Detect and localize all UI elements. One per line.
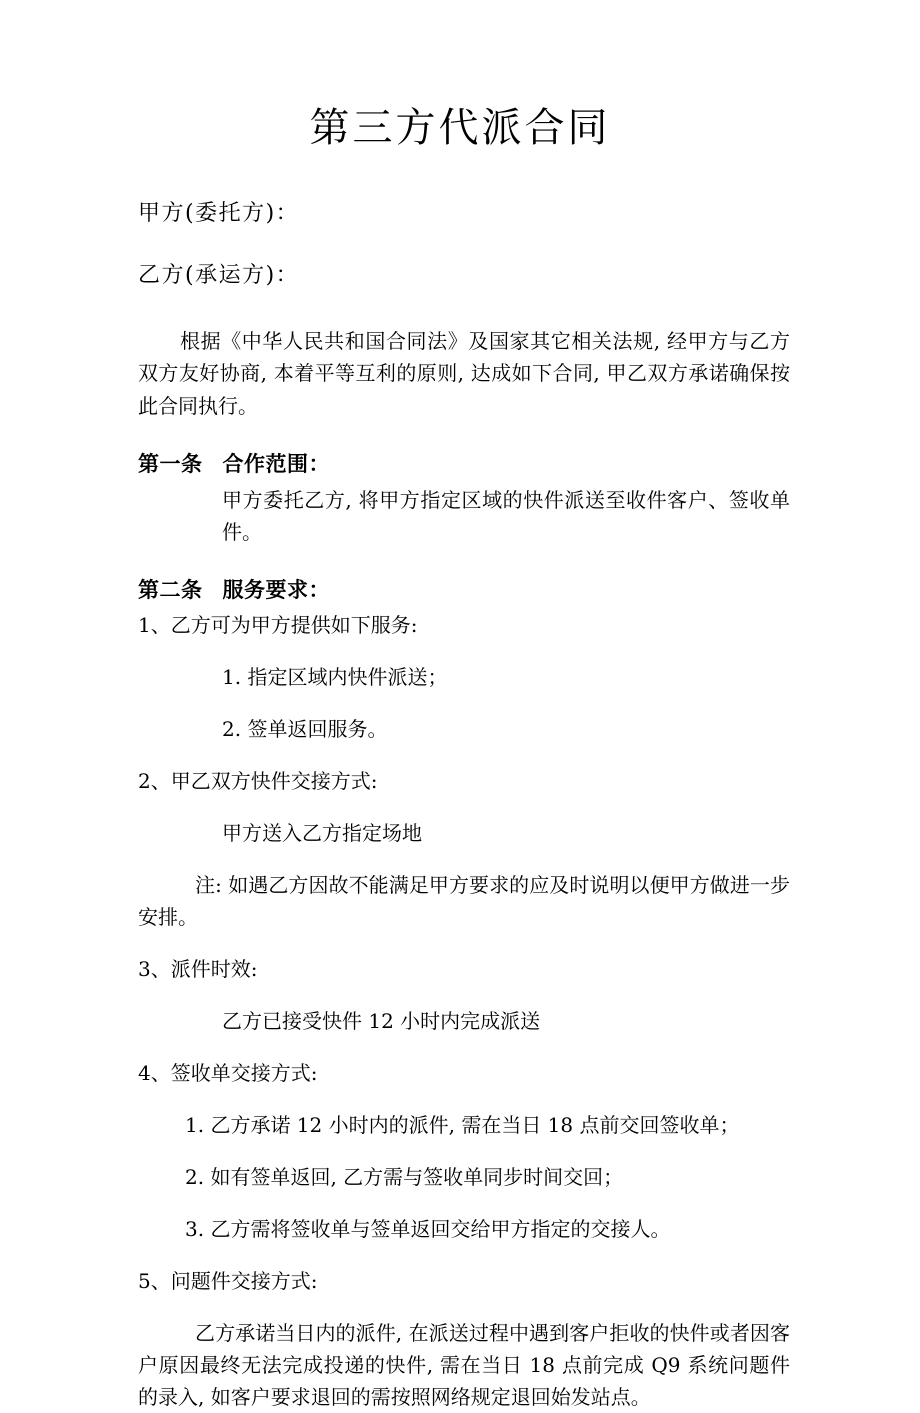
section-2-heading <box>138 574 790 606</box>
section-2-number: 第二条 <box>138 576 203 602</box>
item-5-paragraph: 乙方承诺当日内的派件, 在派送过程中遇到客户拒收的快件或者因客户原因最终无法完成投递的快件, 需在当日 18 点前完成 Q9 系统问题件的录入, 如客户要求退回的需按照网络规定退回始发站点。 <box>138 1321 790 1410</box>
item-2-note: 注: 如遇乙方因故不能满足甲方要求的应及时说明以便甲方做进一步安排。 <box>138 873 790 930</box>
item-1-label: 1、乙方可为甲方提供如下服务: <box>138 613 418 638</box>
section-1-title: 合作范围： <box>222 451 330 477</box>
item-1-subitem-2: 2. 签单返回服务。 <box>222 717 388 742</box>
section-2-title: 服务要求： <box>222 576 330 602</box>
item-2-label: 2、甲乙双方快件交接方式: <box>138 769 378 794</box>
item-3-detail: 乙方已接受快件 12 小时内完成派送 <box>222 1009 541 1034</box>
item-2-detail: 甲方送入乙方指定场地 <box>222 821 422 846</box>
item-5-label: 5、问题件交接方式: <box>138 1269 318 1294</box>
item-4-subitem-2: 2. 如有签单返回, 乙方需与签收单同步时间交回； <box>185 1165 624 1190</box>
party-b-line: 乙方(承运方)： <box>138 262 300 288</box>
party-a-line: 甲方(委托方)： <box>138 201 300 226</box>
item-4-label: 4、签收单交接方式: <box>138 1061 318 1086</box>
section-1-number: 第一条 <box>138 451 203 477</box>
item-3-label: 3、派件时效: <box>138 957 258 982</box>
item-1-subitem-1: 1. 指定区域内快件派送； <box>222 665 448 690</box>
page-title: 第三方代派合同 <box>309 105 611 151</box>
section-1-body: 甲方委托乙方, 将甲方指定区域的快件派送至收件客户、签收单件。 <box>222 487 790 544</box>
preamble-paragraph: 根据《中华人民共和国合同法》及国家其它相关法规, 经甲方与乙方双方友好协商, 本着平等互利的原则, 达成如下合同, 甲乙双方承诺确保按此合同执行。 <box>138 329 790 418</box>
item-4-subitem-1: 1. 乙方承诺 12 小时内的派件, 需在当日 18 点前交回签收单； <box>185 1113 740 1138</box>
document-body <box>138 200 790 1413</box>
section-1-heading <box>138 448 790 480</box>
item-4-subitem-3: 3. 乙方需将签收单与签单返回交给甲方指定的交接人。 <box>185 1217 671 1242</box>
